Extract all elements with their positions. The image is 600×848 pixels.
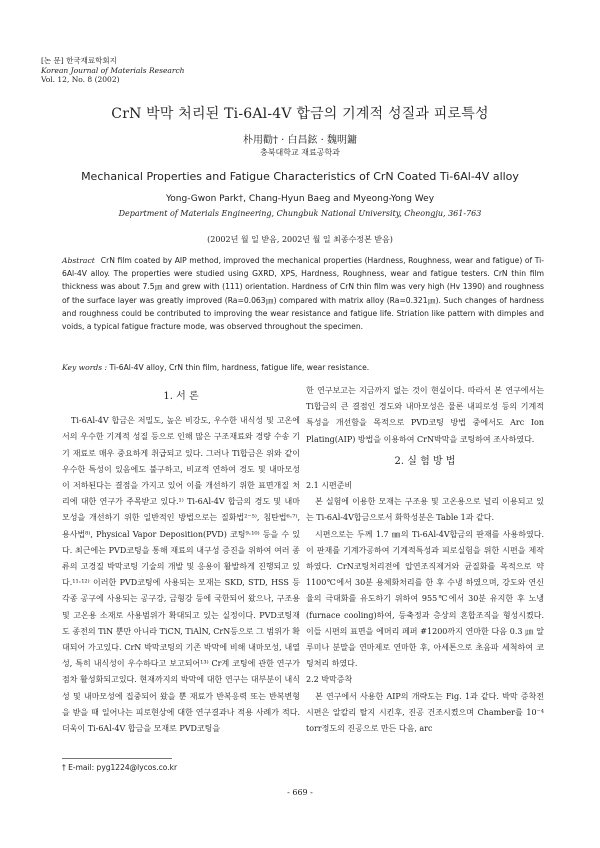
footnote-divider bbox=[62, 758, 172, 759]
title-korean: CrN 박막 처리된 Ti-6Al-4V 합금의 기계적 성질과 피로특성 bbox=[111, 106, 489, 122]
keywords-label: Key words : bbox=[62, 363, 108, 372]
section-heading-introduction: 1. 서 론 bbox=[163, 391, 199, 402]
journal-header bbox=[41, 56, 184, 85]
affiliation-korean: 충북대학교 재료공학과 bbox=[260, 148, 340, 157]
keywords-text: Ti-6Al-4V alloy, CrN thin film, hardness, fatigue life, wear resistance. bbox=[109, 363, 370, 372]
journal-name-en: Korean Journal of Materials Research bbox=[41, 65, 185, 75]
affiliation-english: Department of Materials Engineering, Chungbuk National University, Cheongju, 361-763 bbox=[118, 209, 482, 218]
footnote-email: † E-mail: pyg1224@lycos.co.kr bbox=[62, 763, 178, 772]
received-dates: (2002년 월 일 받음, 2002년 월 일 최종수정본 받음) bbox=[207, 235, 393, 244]
paragraph: 본 연구에서 사용한 AIP의 개략도는 Fig. 1과 같다. 박막 증착전 시편은 알칼리 탈지 시킨후, 진공 건조시켰으며 Chamber를 10⁻⁴ torr정도의 진공으로 만든 다음, arc bbox=[306, 691, 544, 734]
journal-volume: Vol. 12, No. 8 (2002) bbox=[41, 75, 120, 84]
paragraph: 본 실험에 이용한 모재는 구조용 및 고온용으로 널리 이용되고 있는 Ti-6Al-4V합금으로서 화학성분은 Table 1과 같다. bbox=[306, 497, 544, 523]
paragraph: Ti-6Al-4V 합금은 저밀도, 높은 비강도, 우수한 내식성 및 고온에서의 우수한 기계적 성질 등으로 인해 많은 구조재료와 경량 수송 기기 재료로 매우 중요하게 취급되고 있다. 그러나 Ti합금은 위와 같이 우수한 특성이 있음에도 불구하고, 비교적 연하여 경도 및 내마모성이 저하된다는 결점을 가지고 있어 이를 개선하기 위한 표면개질 처리에 대한 연구가 주목받고 있다.¹⁾ Ti-6Al-4V 합금의 경도 및 내마모성을 개선하기 위한 일반적인 방법으로는 질화법²⁻⁵⁾, 침탄법⁶·⁷⁾, 용사법⁸⁾, Physical Vapor Deposition(PVD) 코팅⁹·¹⁰⁾ 등을 수 있다. 최근에는 PVD코팅을 통해 재료의 내구성 증진을 위하여 여러 종류의 고경질 박막코팅 기술의 개발 및 응용이 활발하게 진행되고 있다.¹¹·¹²⁾ 이러한 PVD코팅에 사용되는 모재는 SKD, STD, HSS 등 각종 공구에 사용되는 공구강, 금형강 등에 국한되어 왔으나, 구조용 및 고온용 소재로 사용범위가 확대되고 있는 실정이다. PVD코팅재도 종전의 TiN 뿐만 아니라 TiCN, TiAlN, CrN등으로 그 범위가 확대되어 가고있다. CrN 박막코팅의 기존 박막에 비해 내마모성, 내열성, 특히 내식성이 우수하다고 보고되어¹³⁾ Cr계 코팅에 관한 연구가 점차 활성화되고있다. 현재까지의 박막에 대한 연구는 대부분이 내식성 및 내마모성에 집중되어 왔을 뿐 재료가 반복응력 또는 반복변형을 받을 때 일어나는 피로현상에 대한 연구결과나 적용 사례가 적다. 더욱이 Ti-6Al-4V 합금을 모재로 PVD코팅을 bbox=[62, 416, 300, 734]
right-column bbox=[306, 383, 544, 737]
title-english: Mechanical Properties and Fatigue Characteristics of CrN Coated Ti-6Al-4V alloy bbox=[81, 170, 519, 183]
authors-korean: 朴用勸† · 白昌鉉 · 魏明鏞 bbox=[242, 135, 358, 146]
authors-english: Yong-Gwon Park†, Chang-Hyun Baeg and Myeong-Yong Wey bbox=[165, 194, 435, 204]
abstract-text: CrN film coated by AIP method, improved the mechanical properties (Hardness, Roughness, wear and fatigue) of Ti-6Al-4V alloy. The properties were studied using GXRD, XPS, Hardness, Roughness, wear and fatigue testers. CrN thin film thickness was about 7.5㎛ and grew with (111) orientation. Hardness of CrN thin film was very high (Hv 1390) and roughness of the surface layer was greatly improved (Ra=0.063㎛) compared with matrix alloy (Ra=0.321㎛). Such changes of hardness and roughness could be contributed to improving the wear resistance and fatigue life. Striation like pattern with dimples and voids, a typical fatigue fracture mode, was observed throughout the specimen. bbox=[62, 256, 544, 332]
paragraph: 한 연구보고는 지금까지 없는 것이 현실이다. 따라서 본 연구에서는 Ti합금의 큰 결점인 경도와 내마모성은 물론 내피로성 등의 기계적 특성을 개선함을 목적으로 PVD코팅 방법 중에서도 Arc Ion Plating(AIP) 방법을 이용하여 CrN박막을 코팅하여 조사하였다. bbox=[306, 386, 544, 444]
abstract bbox=[62, 254, 544, 333]
abstract-label: Abstract bbox=[62, 256, 95, 265]
subsection-heading: 2.2 박막증착 bbox=[306, 675, 353, 685]
journal-name-ko: [논 문] 한국재료학회지 bbox=[41, 56, 117, 65]
subsection-heading: 2.1 시편준비 bbox=[306, 481, 353, 491]
page-number: - 669 - bbox=[287, 788, 313, 797]
left-column bbox=[62, 383, 300, 737]
paragraph: 시편으로는 두께 1.7 ㎜의 Ti-6Al-4V합금의 판재를 사용하였다. 이 판재를 기계가공하여 기계적특성과 피로실험을 위한 시편을 제작하였다. CrN코팅처리전에 압연조직제거와 균질화를 목적으로 약 1100℃에서 30분 용체화처리를 한 후 수냉 하였으며, 강도와 연신율의 극대화를 유도하기 위하여 955℃에서 30분 유지한 후 노냉(furnace cooling)하여, 등축정과 층상의 혼합조직을 형성시켰다. 이들 시편의 표면을 에머리 페퍼 #1200까지 연마한 다음 0.3 ㎛ 알루미나 분말을 연마제로 연마한 후, 아세톤으로 초음파 세척하여 코팅처리 하였다. bbox=[306, 529, 544, 669]
section-heading-methods: 2. 실 험 방 법 bbox=[394, 455, 456, 467]
keywords bbox=[62, 363, 544, 372]
